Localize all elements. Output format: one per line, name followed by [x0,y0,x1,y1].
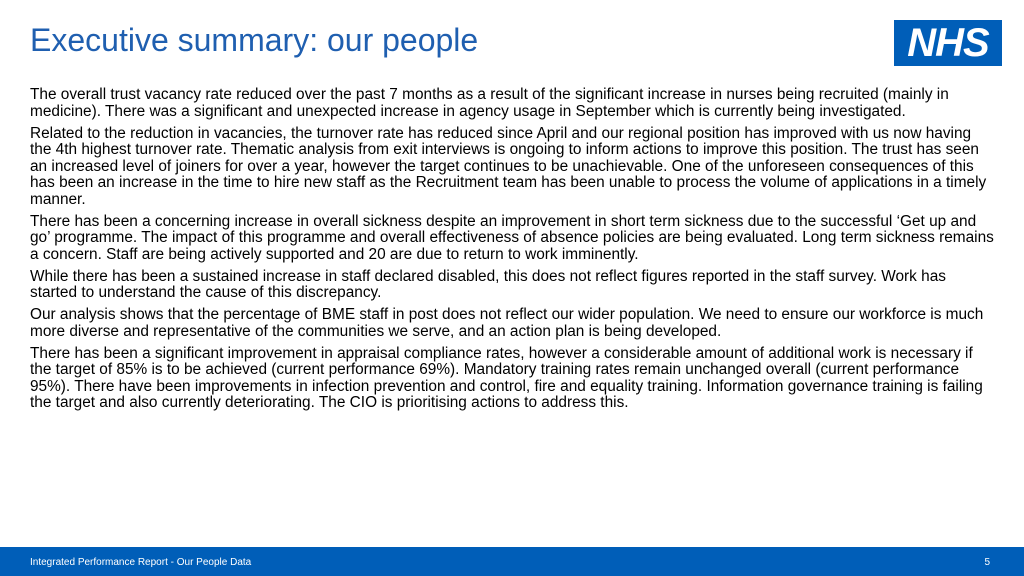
paragraph-sickness: There has been a concerning increase in overall sickness despite an improvement in short term sickness due to the successful ‘Get up and go’ programme. The impact of this programme and overall effectiveness of absence policies are being evaluated. Long term sickness remains a concern. Staff are being actively supported and 20 are due to return to work imminently. [30,212,994,263]
paragraph-vacancy: The overall trust vacancy rate reduced over the past 7 months as a result of the significant increase in nurses being recruited (mainly in medicine). There was a significant and unexpected increase in agency usage in September which is currently being investigated. [30,86,949,120]
footer-text: Integrated Performance Report - Our People Data [30,557,252,568]
summary-body [30,87,996,417]
paragraph-disability: While there has been a sustained increase in staff declared disabled, this does not reflect figures reported in the staff survey. Work has started to understand the cause of this discrepancy. [30,267,946,301]
page-title: Executive summary: our people [30,22,479,58]
footer-bar [0,547,1024,576]
paragraph-appraisal: There has been a significant improvement in appraisal compliance rates, however a considerable amount of additional work is necessary if the target of 85% is to be achieved (current performance 69%). Mandatory training rates remain unchanged overall (current performance 95%). There have been improvements in infection prevention and control, fire and equality training. Information governance training is failing the target and also currently deteriorating. The CIO is prioritising actions to address this. [30,344,983,411]
nhs-logo [894,20,1002,66]
paragraph-turnover: Related to the reduction in vacancies, the turnover rate has reduced since April and our regional position has improved with us now having the 4th highest turnover rate. Thematic analysis from exit interviews is ongoing to inform actions to improve this position. The trust has seen an increased level of joiners for over a year, however the target continues to be unachievable. One of the unforeseen consequences of this has been an increase in the time to hire new staff as the Recruitment team has been unable to process the volume of applications in a timely manner. [30,124,987,208]
paragraph-bme: Our analysis shows that the percentage of BME staff in post does not reflect our wider population. We need to ensure our workforce is much more diverse and representative of the communities we serve, and an action plan is being developed. [30,306,984,340]
page-number: 5 [984,557,990,568]
nhs-logo-text: NHS [907,21,989,65]
